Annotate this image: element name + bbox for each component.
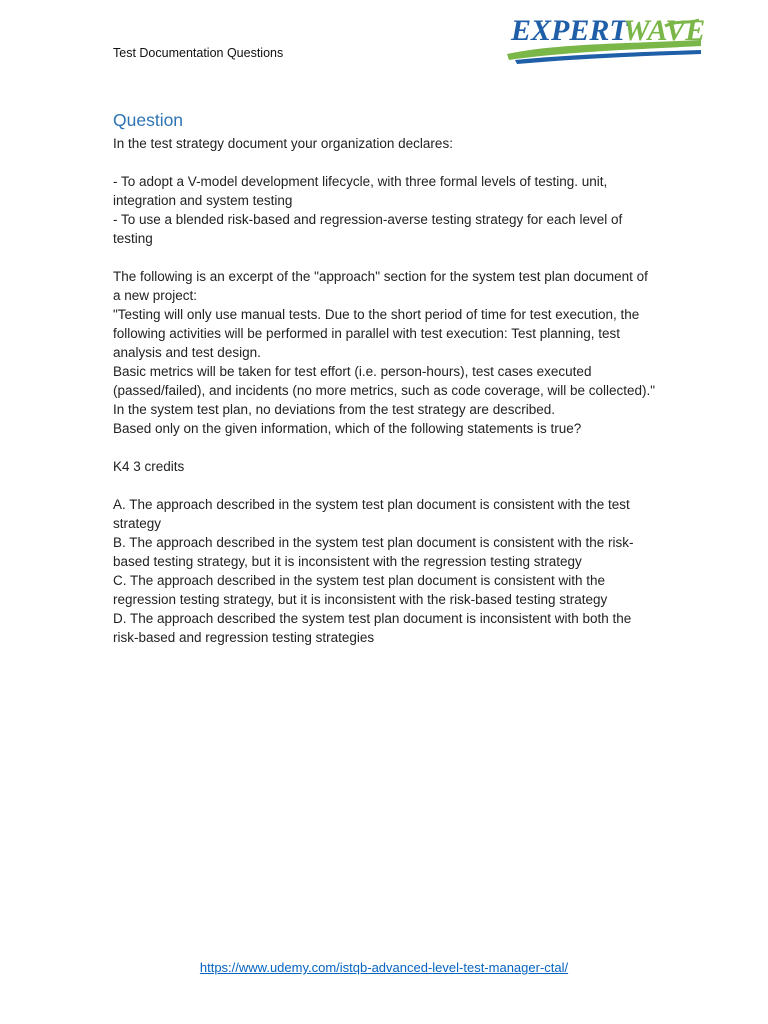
logo-text-wave: WAVE [623,14,705,47]
excerpt-text: "Testing will only use manual tests. Due to the short period of time for test execution, the following activities will be performed in parallel with test execution: Test planning, test analysis and test design. [113,307,644,360]
answer-option-d: D. The approach described the system test plan document is inconsistent with both the risk-based and regression testing strategies [113,611,636,645]
question-credits: K4 3 credits [113,459,185,474]
question-prompt: Based only on the given information, which of the following statements is true? [113,421,582,436]
answer-option-c: C. The approach described in the system test plan document is consistent with the regression testing strategy, but it is inconsistent with the risk-based testing strategy [113,573,609,607]
question-note: In the system test plan, no deviations from the test strategy are described. [113,402,555,417]
excerpt-intro: The following is an excerpt of the "approach" section for the system test plan document of a new project: [113,269,652,303]
question-content [113,108,658,647]
excerpt-text: Basic metrics will be taken for test effort (i.e. person-hours), test cases executed (passed/failed), and incidents (no more metrics, such as code coverage, will be collected)." [113,364,656,398]
logo-text-expert: EXPERT [511,14,628,47]
expertwave-logo [505,10,705,66]
page-header-title: Test Documentation Questions [113,46,284,60]
udemy-course-link[interactable]: https://www.udemy.com/istqb-advanced-level-test-manager-ctal/ [199,960,569,975]
strategy-bullet: - To use a blended risk-based and regression-averse testing strategy for each level of testing [113,212,627,246]
question-heading: Question [113,110,184,130]
strategy-bullet: - To adopt a V-model development lifecycle, with three formal levels of testing. unit, integration and system testing [113,174,612,208]
question-intro: In the test strategy document your organization declares: [113,136,453,151]
answer-option-b: B. The approach described in the system test plan document is consistent with the risk-based testing strategy, but it is inconsistent with the regression testing strategy [113,535,634,569]
answer-option-a: A. The approach described in the system test plan document is consistent with the test strategy [113,497,634,531]
